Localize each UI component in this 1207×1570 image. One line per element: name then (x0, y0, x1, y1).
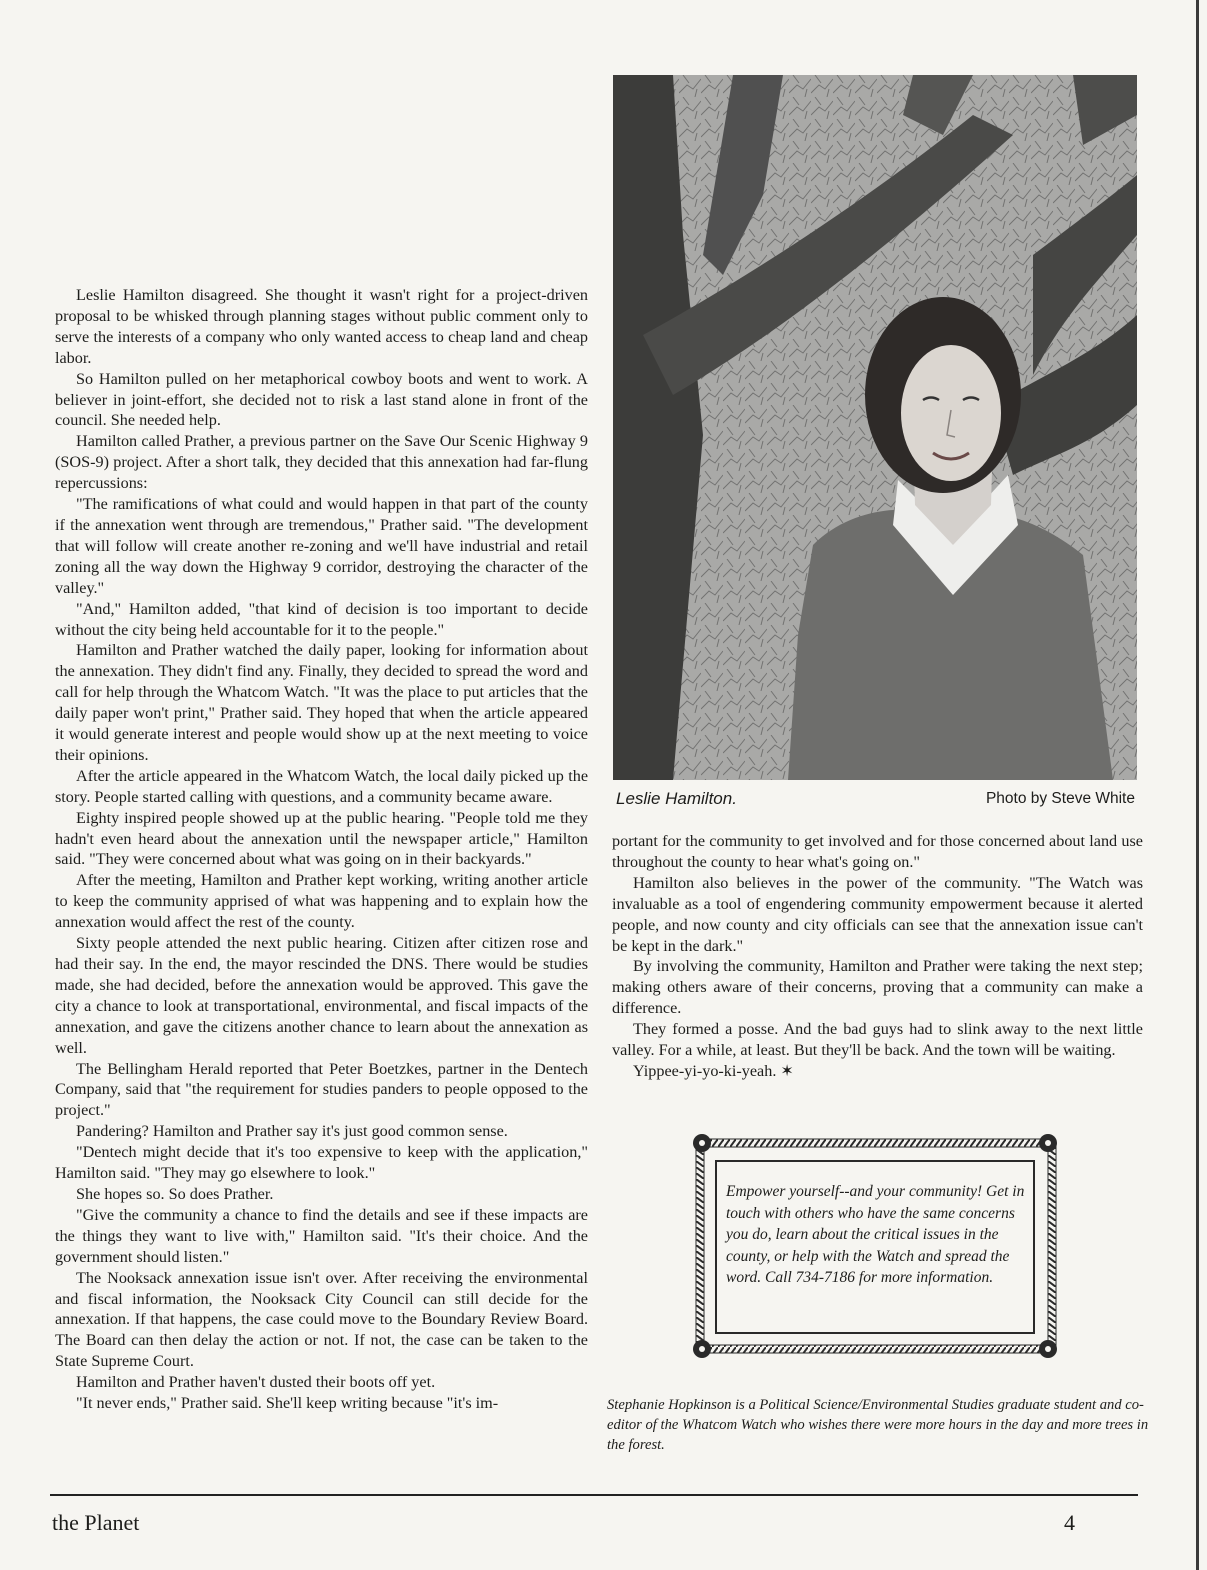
article-left-column (55, 285, 588, 1414)
callout-box (688, 1131, 1062, 1363)
article-paragraph: So Hamilton pulled on her metaphorical cowboy boots and went to work. A believer in joint-effort, she decided not to risk a last stand alone in front of the council. She needed help. (55, 369, 588, 430)
article-paragraph: portant for the community to get involved and for those concerned about land use throughout the county to hear what's going on." (612, 832, 1143, 871)
article-paragraph: Sixty people attended the next public hearing. Citizen after citizen rose and had their say. In the end, the mayor rescinded the DNS. There would be studies made, she had decided, before the annexation would be approved. This gave the city a chance to look at transportational, environmental, and fiscal impacts of the annexation, and gave the citizens another chance to learn about the annexation as well. (55, 934, 588, 1057)
article-paragraph: "Dentech might decide that it's too expensive to keep with the application," Hamilton said. "They may go elsewhere to look." (55, 1143, 588, 1183)
author-bio: Stephanie Hopkinson is a Political Science/Environmental Studies graduate student and co-editor of the Whatcom Watch who wishes there were more hours in the day and more trees in the forest. (607, 1397, 1149, 1453)
article-paragraph: "And," Hamilton added, "that kind of decision is too important to decide without the city being held accountable for it to the people." (55, 599, 588, 639)
article-paragraph: Hamilton also believes in the power of the community. "The Watch was invaluable as a tool of engendering community empowerment because it alerted people, and now county and city officials can see that the annexation issue can't be kept in the dark." (612, 873, 1143, 955)
page-number: 4 (1064, 1510, 1075, 1535)
article-paragraph: Hamilton and Prather watched the daily paper, looking for information about the annexation. They didn't find any. Finally, they decided to spread the word and call for help through the Whatcom Watch. "It was the place to put articles that the daily paper won't print," Prather said. They hoped that when the article appeared it would generate interest and people would show up at the next meeting to voice their opinions. (55, 641, 588, 764)
article-paragraph: By involving the community, Hamilton and Prather were taking the next step; making others aware of their concerns, proving that a community can make a difference. (612, 957, 1143, 1018)
article-paragraph: The Nooksack annexation issue isn't over. After receiving the environmental and fiscal information, the Nooksack City Council can still decide for the annexation. If that happens, the case could move to the Boundary Review Board. The Board can then delay the action or not. If not, the case can be taken to the State Supreme Court. (55, 1268, 588, 1371)
portrait-photo (613, 75, 1137, 780)
photo-caption (613, 789, 1137, 811)
article-paragraph: They formed a posse. And the bad guys had to slink away to the next little valley. For a while, at least. But they'll be back. And the town will be waiting. (612, 1020, 1143, 1060)
footer-publication-title: the Planet (52, 1510, 140, 1535)
article-paragraph: "The ramifications of what could and would happen in that part of the county if the annexation went through are tremendous," Prather said. "The development that will follow will create another re-zoning and we'll have industrial and retail zoning all the way down the Highway 9 corridor, destroying the character of the valley." (55, 495, 588, 597)
photo-caption-name: Leslie Hamilton. (616, 789, 737, 808)
article-sign-off: Yippee-yi-yo-ki-yeah. ✶ (633, 1061, 794, 1080)
article-paragraph: Pandering? Hamilton and Prather say it's just good common sense. (76, 1122, 508, 1141)
article-paragraph: Eighty inspired people showed up at the public hearing. "People told me they hadn't even heard about the annexation until the newspaper article," Hamilton said. "They were concerned about what was going on in their backyards." (55, 808, 588, 869)
article-paragraph: The Bellingham Herald reported that Peter Boetzkes, partner in the Dentech Company, said that "the requirement for studies panders to people opposed to the project." (55, 1059, 588, 1120)
article-paragraph: Hamilton and Prather haven't dusted their boots off yet. (76, 1373, 436, 1392)
article-paragraph: She hopes so. So does Prather. (76, 1184, 274, 1203)
page-edge-line (1196, 0, 1199, 1570)
footer-rule (50, 1494, 1138, 1496)
article-paragraph: After the meeting, Hamilton and Prather kept working, writing another article to keep the community apprised of what was happening and to explain how the annexation would affect the rest of the county. (55, 871, 588, 932)
article-paragraph: "Give the community a chance to find the details and see if these impacts are the things they want to live with," Hamilton said. "It's their choice. And the government should listen." (55, 1205, 588, 1266)
article-paragraph: Hamilton called Prather, a previous partner on the Save Our Scenic Highway 9 (SOS-9) project. After a short talk, they decided that this annexation had far-flung repercussions: (55, 432, 588, 493)
callout-text: Empower yourself--and your community! Get in touch with others who have the same concerns you do, learn about the critical issues in the county, or help with the Watch and spread the word. Call 734-7186 for more information. (726, 1183, 1025, 1286)
photo-credit: Photo by Steve White (985, 790, 1135, 807)
article-paragraph: "It never ends," Prather said. She'll keep writing because "it's im- (76, 1394, 499, 1413)
article-right-column (612, 831, 1143, 1082)
article-paragraph: Leslie Hamilton disagreed. She thought it wasn't right for a project-driven proposal to be whisked through planning stages without public comment only to serve the interests of a company who only wanted access to cheap land and cheap labor. (55, 286, 588, 367)
portrait-photo-illustration (613, 75, 1137, 780)
article-paragraph: After the article appeared in the Whatcom Watch, the local daily picked up the story. People started calling with questions, and a community became aware. (55, 766, 588, 806)
